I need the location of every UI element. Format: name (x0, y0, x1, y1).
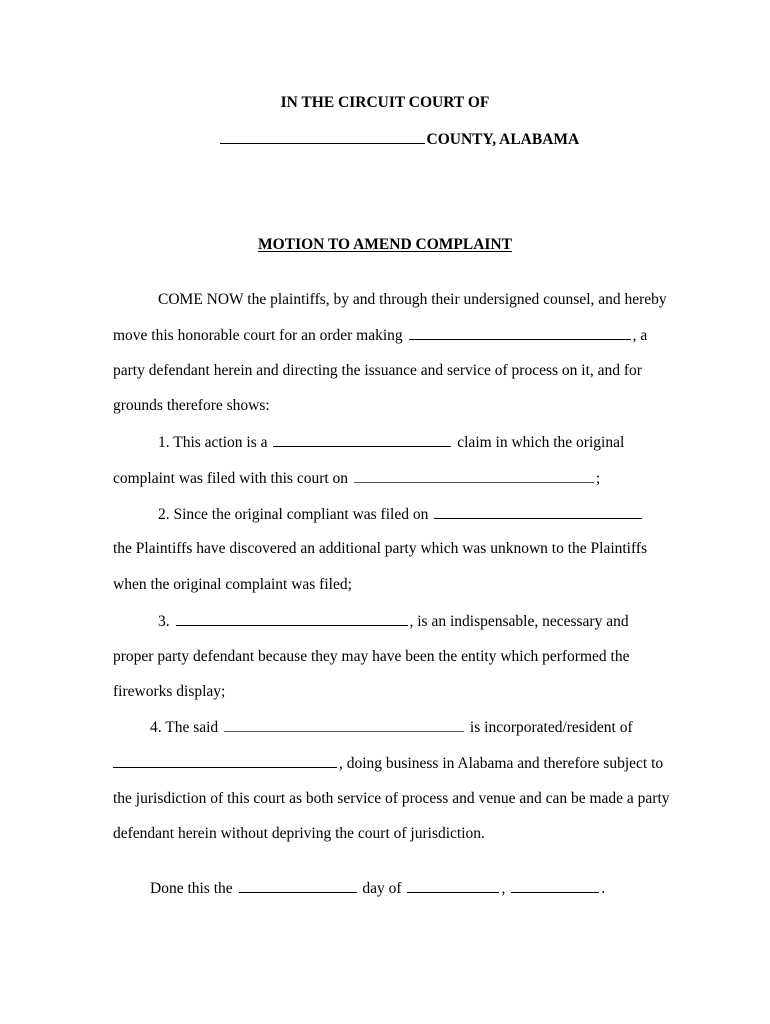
defendant-name-blank-field[interactable] (176, 612, 408, 626)
state-of-incorporation-blank-field[interactable] (113, 754, 337, 768)
county-suffix: COUNTY, ALABAMA (426, 131, 580, 148)
body-line: fireworks display; (113, 683, 226, 700)
claim-type-blank-field[interactable] (273, 433, 451, 447)
body-line (113, 469, 600, 488)
county-blank-field[interactable] (220, 130, 425, 144)
day-blank-field[interactable] (239, 879, 357, 893)
body-text: 2. Since the original compliant was filed on (158, 506, 429, 523)
body-text: . (601, 880, 606, 897)
body-line (150, 718, 633, 737)
body-line (158, 433, 624, 452)
body-text: , a (632, 327, 648, 344)
body-text: day of (362, 880, 402, 897)
body-line: party defendant herein and directing the issuance and service of process on it, and for (113, 362, 642, 379)
body-text: , is an indispensable, necessary and (409, 613, 629, 630)
court-heading-line2 (202, 112, 579, 167)
body-line: the Plaintiffs have discovered an additional party which was unknown to the Plaintiffs (113, 540, 648, 557)
body-line (113, 326, 647, 345)
body-text: is incorporated/resident of (469, 719, 633, 736)
body-line: grounds therefore shows: (113, 397, 270, 414)
body-text: , doing business in Alabama and therefore subject to (339, 755, 664, 772)
body-text: Done this the (150, 880, 233, 897)
month-blank-field[interactable] (407, 879, 499, 893)
body-line: the jurisdiction of this court as both service of process and venue and can be made a party (113, 790, 670, 807)
body-text: 4. The said (150, 719, 219, 736)
body-text: move this honorable court for an order making (113, 327, 403, 344)
court-heading-line1: IN THE CIRCUIT COURT OF (280, 94, 490, 111)
body-text: 3. (158, 613, 170, 630)
filing-date-blank-field[interactable] (354, 469, 594, 483)
body-text: ; (595, 470, 601, 487)
body-text: 1. This action is a (158, 434, 268, 451)
body-line (113, 754, 663, 773)
body-text: claim in which the original (457, 434, 625, 451)
body-line: COME NOW the plaintiffs, by and through their undersigned counsel, and hereby (158, 291, 667, 308)
document-title: MOTION TO AMEND COMPLAINT (258, 236, 512, 253)
body-line (158, 505, 644, 524)
body-line: proper party defendant because they may have been the entity which performed the (113, 648, 630, 665)
body-line: defendant herein without depriving the court of jurisdiction. (113, 825, 485, 842)
year-blank-field[interactable] (511, 879, 599, 893)
body-line (158, 612, 629, 631)
party-name-blank-field[interactable] (409, 326, 631, 340)
said-party-blank-field[interactable] (224, 718, 464, 732)
body-text: , (501, 880, 506, 897)
body-text: complaint was filed with this court on (113, 470, 349, 487)
body-line: when the original complaint was filed; (113, 576, 352, 593)
signature-date-line (150, 879, 605, 898)
original-filing-date-blank-field[interactable] (434, 505, 642, 519)
